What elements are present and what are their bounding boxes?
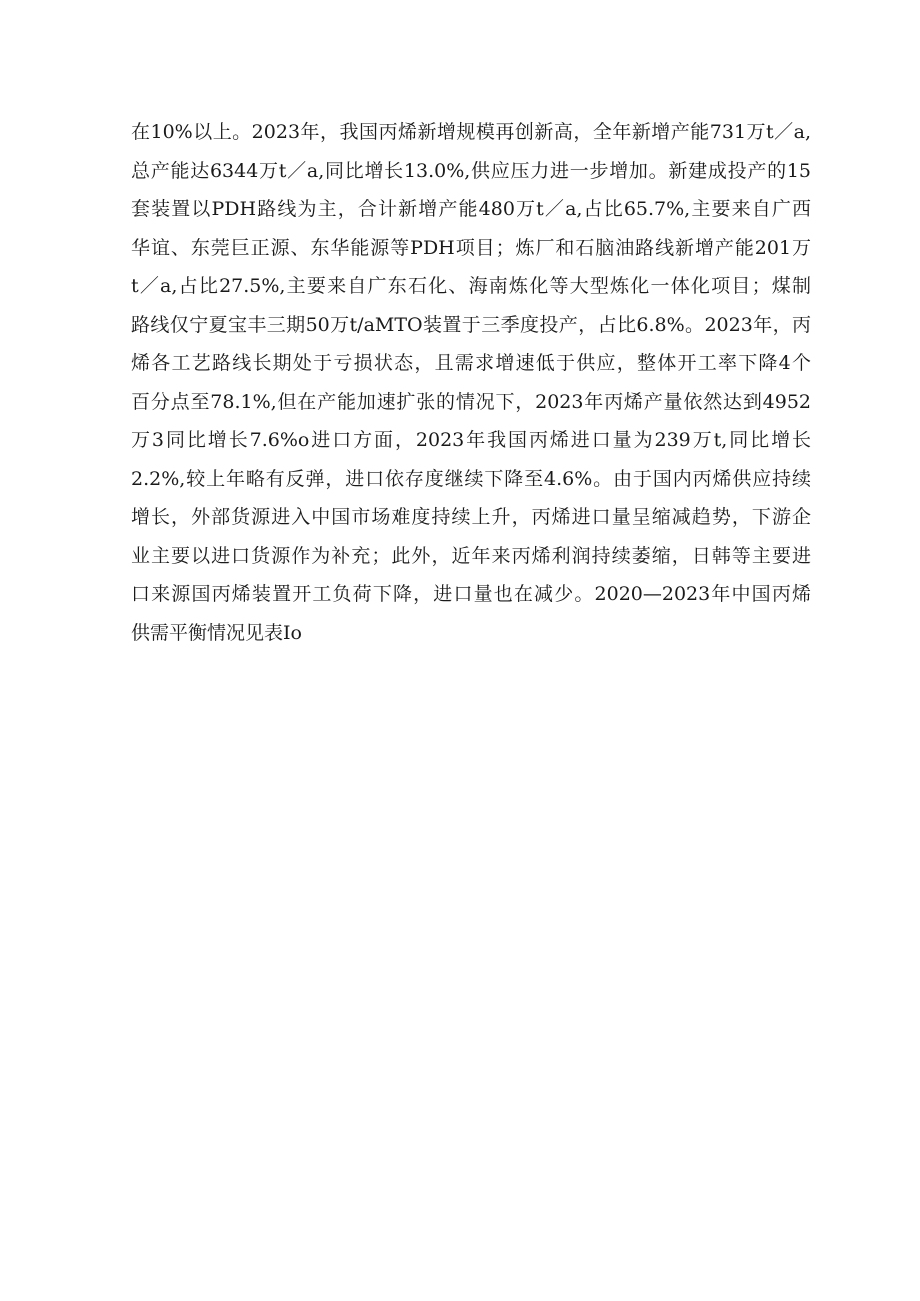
text-line-6: 路线仅宁夏宝丰三期50万t/aMTO装置于三季度投产，占比6.8%。2023年，丙 — [131, 313, 811, 336]
text-line-4: 华谊、东莞巨正源、东华能源等PDH项目；炼厂和石脑油路线新增产能201万 — [131, 236, 811, 259]
text-line-14: 供需平衡情况见表Io — [131, 621, 302, 644]
text-line-9: 万3同比增长7.6%o进口方面，2023年我国丙烯进口量为239万t,同比增长 — [131, 429, 811, 451]
text-line-7: 烯各工艺路线长期处于亏损状态，且需求增速低于供应，整体开工率下降4个 — [131, 352, 811, 374]
text-line-11: 增长，外部货源进入中国市场难度持续上升，丙烯进口量呈缩减趋势，下游企 — [131, 506, 811, 528]
text-line-12: 业主要以进口货源作为补充；此外，近年来丙烯利润持续萎缩，日韩等主要进 — [131, 544, 811, 567]
text-line-5: t／a,占比27.5%,主要来自广东石化、海南炼化等大型炼化一体化项目；煤制 — [131, 275, 811, 297]
text-line-8: 百分点至78.1%,但在产能加速扩张的情况下，2023年丙烯产量依然达到4952 — [131, 390, 811, 413]
text-line-10: 2.2%,较上年略有反弹，进口依存度继续下降至4.6%。由于国内丙烯供应持续 — [131, 467, 811, 490]
text-line-2: 总产能达6344万t／a,同比增长13.0%,供应压力进一步增加。新建成投产的15 — [131, 159, 811, 182]
body-paragraph — [131, 113, 811, 652]
text-line-3: 套装置以PDH路线为主，合计新增产能480万t／a,占比65.7%,主要来自广西 — [131, 198, 811, 220]
text-line-1: 在10%以上。2023年，我国丙烯新增规模再创新高，全年新增产能731万t／a, — [131, 121, 811, 143]
text-line-13: 口来源国丙烯装置开工负荷下降，进口量也在减少。2020—2023年中国丙烯 — [131, 583, 811, 605]
